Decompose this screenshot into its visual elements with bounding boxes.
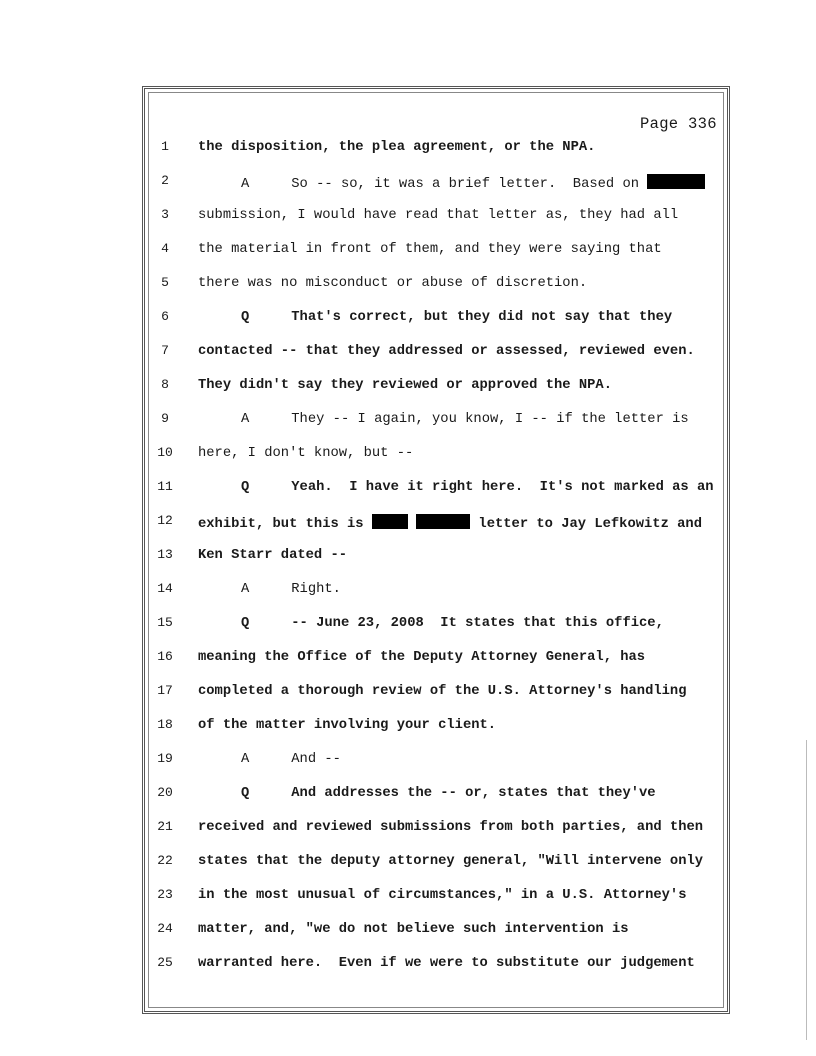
line-number: 10 xyxy=(157,445,173,460)
speaker-label: Q xyxy=(241,616,250,631)
line-text-content: Yeah. I have it right here. It's not marked as an xyxy=(291,480,714,495)
line-number: 12 xyxy=(157,513,173,528)
line-text-content: They -- I again, you know, I -- if the letter is xyxy=(291,412,689,427)
line-text-content: That's correct, but they did not say that they xyxy=(291,310,673,325)
line-text xyxy=(241,752,341,767)
line-text: the disposition, the plea agreement, or the NPA. xyxy=(198,140,596,155)
line-text xyxy=(241,310,672,325)
line-text: there was no misconduct or abuse of discretion. xyxy=(198,276,588,291)
line-text: completed a thorough review of the U.S. Attorney's handling xyxy=(198,684,687,699)
line-text xyxy=(198,514,702,532)
transcript-line xyxy=(0,341,816,363)
line-text: They didn't say they reviewed or approved the NPA. xyxy=(198,378,612,393)
line-number: 24 xyxy=(157,921,173,936)
transcript-line xyxy=(0,715,816,737)
line-text: received and reviewed submissions from both parties, and then xyxy=(198,820,704,835)
transcript-line xyxy=(0,851,816,873)
line-text-content: So -- so, it was a brief letter. Based on xyxy=(291,177,648,192)
transcript-line xyxy=(0,647,816,669)
redaction-block xyxy=(372,514,408,529)
line-number: 22 xyxy=(157,853,173,868)
line-number: 6 xyxy=(161,309,169,324)
transcript-line xyxy=(0,511,816,533)
line-number: 8 xyxy=(161,377,169,392)
line-text xyxy=(241,786,656,801)
line-number: 23 xyxy=(157,887,173,902)
line-number: 16 xyxy=(157,649,173,664)
speaker-label: Q xyxy=(241,480,250,495)
redaction-block xyxy=(416,514,470,529)
line-text-content: And addresses the -- or, states that they've xyxy=(291,786,656,801)
line-number: 9 xyxy=(161,411,169,426)
speaker-label: Q xyxy=(241,310,250,325)
line-text-end: letter to Jay Lefkowitz and xyxy=(470,517,702,532)
transcript-line xyxy=(0,137,816,159)
line-text: Ken Starr dated -- xyxy=(198,548,348,563)
speaker-label: A xyxy=(241,752,250,767)
line-text xyxy=(241,582,341,597)
line-number: 17 xyxy=(157,683,173,698)
speaker-label: A xyxy=(241,582,250,597)
line-number: 20 xyxy=(157,785,173,800)
line-number: 21 xyxy=(157,819,173,834)
line-number: 25 xyxy=(157,955,173,970)
transcript-line xyxy=(0,273,816,295)
line-text-content: And -- xyxy=(291,752,341,767)
transcript-line xyxy=(0,783,816,805)
transcript-line xyxy=(0,239,816,261)
speaker-label: A xyxy=(241,412,250,427)
line-text-content: -- June 23, 2008 It states that this office, xyxy=(291,616,664,631)
page-number: Page 336 xyxy=(640,115,717,133)
transcript-line xyxy=(0,545,816,567)
line-text: of the matter involving your client. xyxy=(198,718,497,733)
transcript-line xyxy=(0,749,816,771)
transcript-line xyxy=(0,681,816,703)
line-number: 13 xyxy=(157,547,173,562)
speaker-label: Q xyxy=(241,786,250,801)
transcript-line xyxy=(0,477,816,499)
line-number: 14 xyxy=(157,581,173,596)
transcript-line xyxy=(0,953,816,975)
line-number: 5 xyxy=(161,275,169,290)
line-text: here, I don't know, but -- xyxy=(198,446,414,461)
line-text: contacted -- that they addressed or assessed, reviewed even. xyxy=(198,344,695,359)
line-text: warranted here. Even if we were to substitute our judgement xyxy=(198,956,695,971)
line-text: in the most unusual of circumstances," in a U.S. Attorney's xyxy=(198,888,687,903)
line-number: 19 xyxy=(157,751,173,766)
line-number: 18 xyxy=(157,717,173,732)
transcript-line xyxy=(0,613,816,635)
line-text xyxy=(241,412,689,427)
line-number: 11 xyxy=(157,479,173,494)
transcript-line xyxy=(0,919,816,941)
line-number: 4 xyxy=(161,241,169,256)
line-text-start: exhibit, but this is xyxy=(198,517,372,532)
line-text xyxy=(241,174,705,192)
speaker-label: A xyxy=(241,177,250,192)
line-text: states that the deputy attorney general, "Will intervene only xyxy=(198,854,704,869)
redaction-block xyxy=(647,174,705,189)
transcript-line xyxy=(0,443,816,465)
transcript-line xyxy=(0,171,816,193)
transcript-line xyxy=(0,817,816,839)
line-number: 1 xyxy=(161,139,169,154)
line-number: 3 xyxy=(161,207,169,222)
line-text xyxy=(241,616,664,631)
line-text-content: Right. xyxy=(291,582,341,597)
transcript-line xyxy=(0,579,816,601)
transcript-line xyxy=(0,205,816,227)
transcript-line xyxy=(0,885,816,907)
line-text: matter, and, "we do not believe such intervention is xyxy=(198,922,629,937)
line-number: 15 xyxy=(157,615,173,630)
line-text xyxy=(241,480,714,495)
line-text: the material in front of them, and they were saying that xyxy=(198,242,662,257)
line-number: 7 xyxy=(161,343,169,358)
line-text: meaning the Office of the Deputy Attorney General, has xyxy=(198,650,646,665)
transcript-line xyxy=(0,375,816,397)
line-text: submission, I would have read that letter as, they had all xyxy=(198,208,679,223)
transcript-line xyxy=(0,307,816,329)
transcript-line xyxy=(0,409,816,431)
line-number: 2 xyxy=(161,173,169,188)
